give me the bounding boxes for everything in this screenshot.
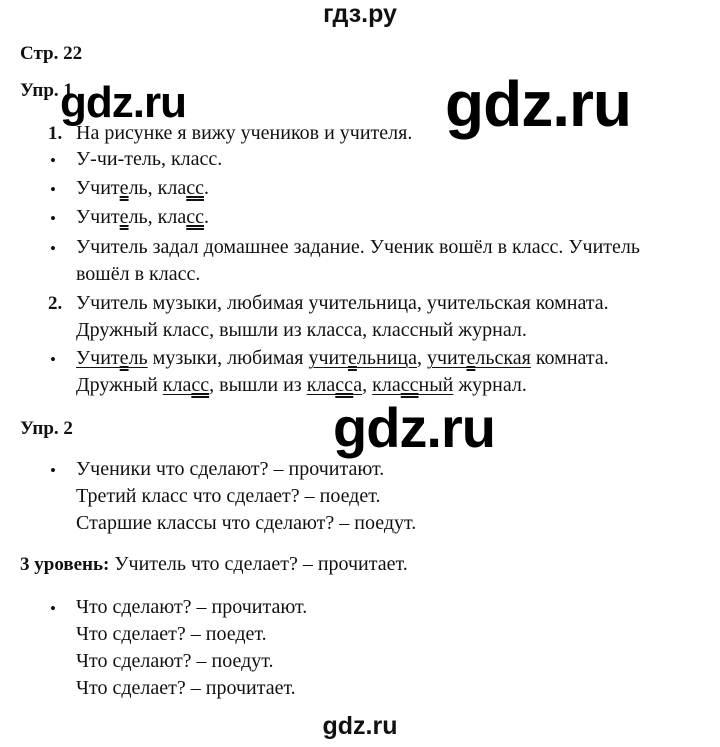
marked-letters: сс — [186, 177, 205, 199]
ex2-line-1: Ученики что сделают? – прочитают. — [76, 458, 385, 480]
text: музыки, любимая — [147, 347, 309, 369]
text: ль, кла — [128, 177, 187, 199]
bullet-text-4-line1: Учитель задал домашнее задание. Ученик вошёл в класс. Учитель — [76, 236, 640, 258]
text: журнал. — [453, 374, 527, 396]
bullet-text-2 — [76, 175, 209, 202]
level3-line-3: Что сделают? – поедут. — [76, 650, 274, 672]
item-number: 2. — [48, 293, 63, 314]
bullet-text-1: У-чи-тель, класс. — [76, 148, 223, 170]
underlined-word: учительница — [308, 347, 417, 369]
text: Дружный — [76, 374, 163, 396]
item-2-line2: Дружный класс, вышли из класса, классный журнал. — [76, 319, 527, 341]
underlined-word: Учитель — [76, 347, 148, 369]
bullet-text-4-line2: вошёл в класс. — [76, 263, 201, 285]
level-3-line — [20, 551, 408, 578]
marked-letter: е — [119, 206, 129, 228]
ex2-line-2: Третий класс что сделает? – поедет. — [76, 485, 381, 507]
item-2-line1: Учитель музыки, любимая учительница, учительская комната. — [76, 292, 609, 314]
ex2-line-3: Старшие классы что сделают? – поедут. — [76, 512, 417, 534]
text: , — [416, 347, 427, 369]
marked-line-1 — [76, 345, 609, 372]
level-text: Учитель что сделает? – прочитает. — [109, 553, 408, 575]
text: комната. — [530, 347, 609, 369]
text: , вышли из — [209, 374, 307, 396]
watermark: gdz.ru — [445, 68, 631, 140]
bullet-icon: • — [50, 461, 56, 480]
watermark: gdz.ru — [333, 396, 495, 459]
bullet-icon: • — [50, 239, 56, 258]
underlined-word: классный — [372, 374, 454, 396]
text: . — [204, 177, 210, 199]
bullet-icon: • — [50, 599, 56, 618]
watermark: gdz.ru — [60, 78, 186, 127]
item-2 — [48, 290, 62, 317]
footer-site: gdz.ru — [322, 712, 398, 740]
text: . — [204, 206, 210, 228]
bullet-icon: • — [50, 151, 56, 170]
bullet-text-3 — [76, 204, 209, 231]
level3-line-1: Что сделают? – прочитают. — [76, 596, 308, 618]
item-1-text: На рисунке я вижу учеников и учителя. — [76, 122, 413, 144]
text: ль, кла — [128, 206, 187, 228]
bullet-icon: • — [50, 209, 56, 228]
marked-letters: сс — [186, 206, 205, 228]
bullet-icon: • — [50, 350, 56, 369]
exercise-2-title: Упр. 2 — [20, 418, 73, 439]
marked-letter: е — [119, 177, 129, 199]
level3-line-2: Что сделает? – поедет. — [76, 623, 267, 645]
exercise-1-title: Упр. 1 — [20, 80, 73, 101]
text: Учит — [76, 206, 120, 228]
site-title: гдз.ру — [323, 0, 397, 28]
underlined-word: учительская — [426, 347, 531, 369]
underlined-word: класс — [162, 374, 210, 396]
bullet-icon: • — [50, 180, 56, 199]
underlined-word: класса — [306, 374, 363, 396]
level-label: 3 уровень: — [20, 554, 110, 575]
item-number: 1. — [48, 123, 63, 144]
level3-line-4: Что сделает? – прочитает. — [76, 677, 296, 699]
page-label: Стр. 22 — [20, 43, 83, 64]
text: , — [362, 374, 373, 396]
text: Учит — [76, 177, 120, 199]
